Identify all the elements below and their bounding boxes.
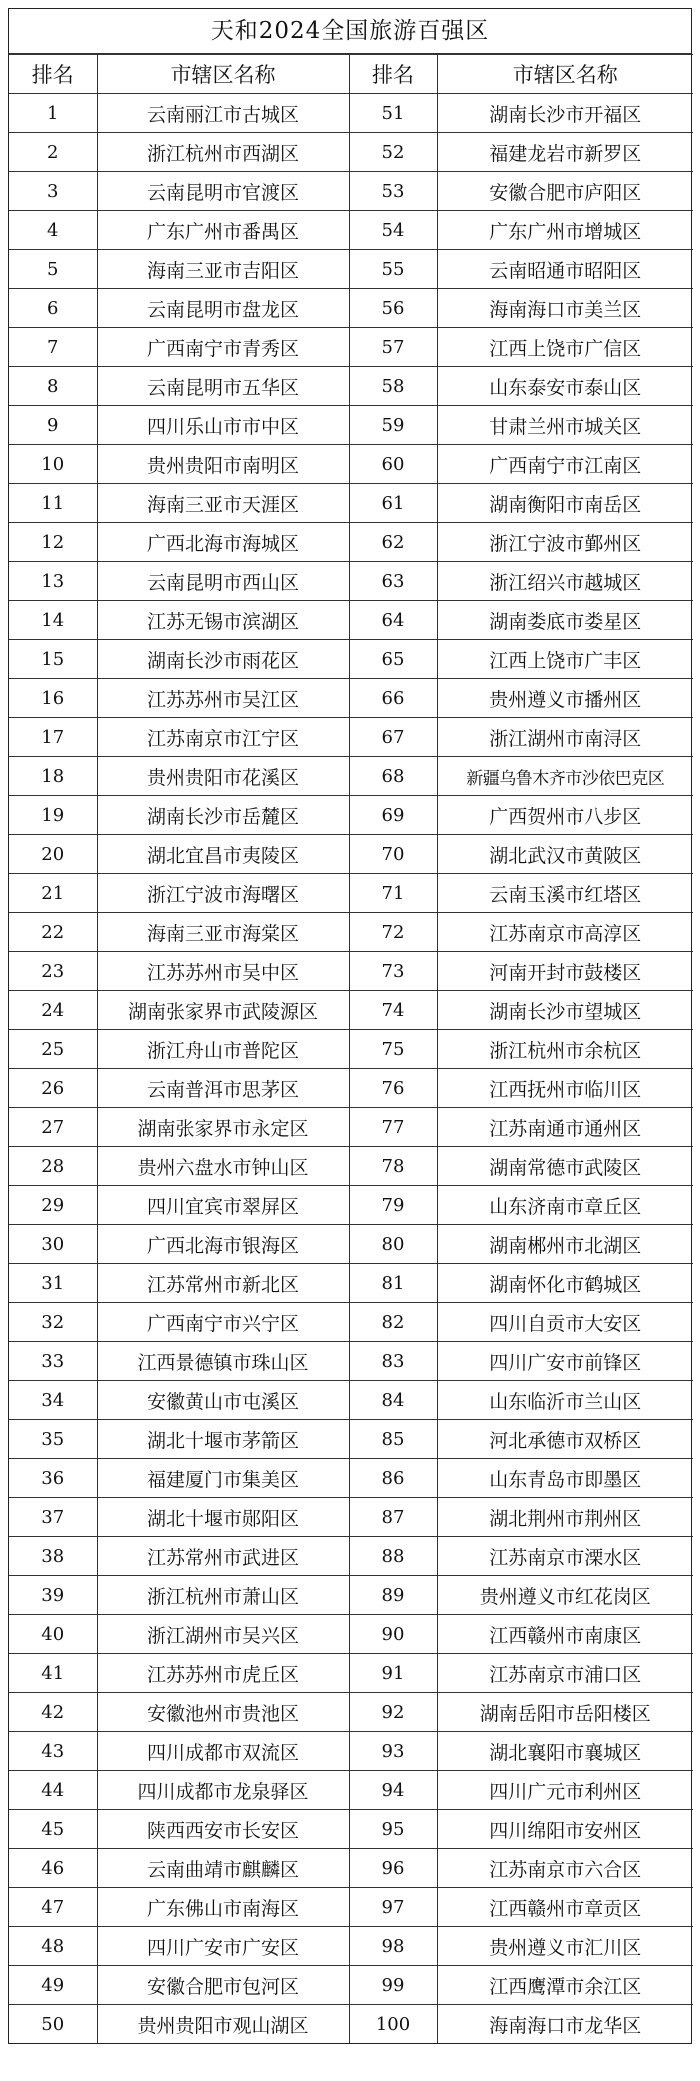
rank-cell: 46 [9, 1849, 97, 1888]
header-row [9, 55, 693, 94]
table-row [9, 1030, 693, 1069]
rank-cell: 21 [9, 874, 97, 913]
table-row [9, 1693, 693, 1732]
table-row [9, 1303, 693, 1342]
rank-cell: 86 [349, 1459, 437, 1498]
district-name-cell: 浙江宁波市鄞州区 [437, 523, 693, 562]
district-name-cell: 湖南郴州市北湖区 [437, 1225, 693, 1264]
table-row [9, 1264, 693, 1303]
rank-cell: 2 [9, 133, 97, 172]
table-row [9, 94, 693, 133]
rank-cell: 74 [349, 991, 437, 1030]
district-name-cell: 湖南长沙市岳麓区 [97, 796, 349, 835]
district-name-cell: 湖北襄阳市襄城区 [437, 1732, 693, 1771]
rank-cell: 4 [9, 211, 97, 250]
district-name-cell: 浙江绍兴市越城区 [437, 562, 693, 601]
district-name-cell: 江苏南京市六合区 [437, 1849, 693, 1888]
table-row [9, 1927, 693, 1966]
district-name-cell: 四川自贡市大安区 [437, 1303, 693, 1342]
rank-cell: 87 [349, 1498, 437, 1537]
district-name-cell: 云南昆明市西山区 [97, 562, 349, 601]
district-name-cell: 湖南娄底市娄星区 [437, 601, 693, 640]
district-name-cell: 海南海口市龙华区 [437, 2005, 693, 2044]
district-name-cell: 河北承德市双桥区 [437, 1420, 693, 1459]
district-name-cell: 广西南宁市青秀区 [97, 328, 349, 367]
rank-cell: 12 [9, 523, 97, 562]
table-row [9, 835, 693, 874]
table-row [9, 1498, 693, 1537]
rank-cell: 11 [9, 484, 97, 523]
district-name-cell: 湖南张家界市永定区 [97, 1108, 349, 1147]
district-name-cell: 江西鹰潭市余江区 [437, 1966, 693, 2005]
rank-cell: 60 [349, 445, 437, 484]
rank-cell: 57 [349, 328, 437, 367]
district-name-cell: 湖南怀化市鹤城区 [437, 1264, 693, 1303]
district-name-cell: 江苏常州市新北区 [97, 1264, 349, 1303]
district-name-cell: 贵州贵阳市观山湖区 [97, 2005, 349, 2044]
district-name-cell: 江苏苏州市吴江区 [97, 679, 349, 718]
district-name-cell: 浙江舟山市普陀区 [97, 1030, 349, 1069]
rank-cell: 44 [9, 1771, 97, 1810]
rank-cell: 92 [349, 1693, 437, 1732]
district-name-cell: 四川成都市双流区 [97, 1732, 349, 1771]
rank-cell: 83 [349, 1342, 437, 1381]
district-name-cell: 安徽合肥市包河区 [97, 1966, 349, 2005]
district-name-cell: 江苏无锡市滨湖区 [97, 601, 349, 640]
district-name-cell: 贵州遵义市汇川区 [437, 1927, 693, 1966]
district-name-cell: 湖南常德市武陵区 [437, 1147, 693, 1186]
rank-cell: 35 [9, 1420, 97, 1459]
district-name-cell: 广西北海市银海区 [97, 1225, 349, 1264]
rank-cell: 20 [9, 835, 97, 874]
rank-cell: 58 [349, 367, 437, 406]
table-row [9, 952, 693, 991]
table-row [9, 1108, 693, 1147]
rank-cell: 7 [9, 328, 97, 367]
rank-cell: 42 [9, 1693, 97, 1732]
table-row [9, 1342, 693, 1381]
rank-cell: 32 [9, 1303, 97, 1342]
district-name-cell: 海南三亚市海棠区 [97, 913, 349, 952]
district-name-cell: 浙江杭州市萧山区 [97, 1576, 349, 1615]
rank-cell: 71 [349, 874, 437, 913]
rank-cell: 91 [349, 1654, 437, 1693]
district-name-cell: 云南昭通市昭阳区 [437, 250, 693, 289]
rank-cell: 96 [349, 1849, 437, 1888]
district-name-cell: 江西赣州市章贡区 [437, 1888, 693, 1927]
rank-cell: 40 [9, 1615, 97, 1654]
table-row [9, 1537, 693, 1576]
rank-cell: 77 [349, 1108, 437, 1147]
rank-cell: 51 [349, 94, 437, 133]
table-row [9, 1615, 693, 1654]
rank-cell: 99 [349, 1966, 437, 2005]
district-name-cell: 湖南长沙市开福区 [437, 94, 693, 133]
table-row [9, 1771, 693, 1810]
table-row [9, 523, 693, 562]
rank-cell: 56 [349, 289, 437, 328]
table-body [9, 94, 693, 2044]
district-name-cell: 江西景德镇市珠山区 [97, 1342, 349, 1381]
rank-cell: 28 [9, 1147, 97, 1186]
district-name-cell: 湖南长沙市雨花区 [97, 640, 349, 679]
district-name-cell: 江苏南通市通州区 [437, 1108, 693, 1147]
table-row [9, 640, 693, 679]
rank-cell: 78 [349, 1147, 437, 1186]
district-name-cell: 四川乐山市市中区 [97, 406, 349, 445]
district-name-cell: 四川宜宾市翠屏区 [97, 1186, 349, 1225]
district-name-cell: 甘肃兰州市城关区 [437, 406, 693, 445]
district-name-cell: 贵州贵阳市花溪区 [97, 757, 349, 796]
district-name-cell: 安徽合肥市庐阳区 [437, 172, 693, 211]
table-row [9, 913, 693, 952]
district-name-cell: 贵州六盘水市钟山区 [97, 1147, 349, 1186]
rank-cell: 79 [349, 1186, 437, 1225]
table-row [9, 2005, 693, 2044]
district-name-cell: 云南丽江市古城区 [97, 94, 349, 133]
district-name-cell: 四川绵阳市安州区 [437, 1810, 693, 1849]
table-row [9, 1225, 693, 1264]
district-name-cell: 山东泰安市泰山区 [437, 367, 693, 406]
rank-cell: 3 [9, 172, 97, 211]
rank-cell: 16 [9, 679, 97, 718]
rank-cell: 41 [9, 1654, 97, 1693]
district-name-cell: 山东济南市章丘区 [437, 1186, 693, 1225]
table-row [9, 1966, 693, 2005]
district-name-cell: 广西南宁市兴宁区 [97, 1303, 349, 1342]
district-name-cell: 湖北十堰市郧阳区 [97, 1498, 349, 1537]
district-name-cell: 新疆乌鲁木齐市沙依巴克区 [437, 757, 693, 796]
rank-cell: 94 [349, 1771, 437, 1810]
district-name-cell: 江苏南京市高淳区 [437, 913, 693, 952]
district-name-cell: 安徽池州市贵池区 [97, 1693, 349, 1732]
district-name-cell: 贵州贵阳市南明区 [97, 445, 349, 484]
rank-cell: 73 [349, 952, 437, 991]
table-row [9, 1381, 693, 1420]
rank-cell: 43 [9, 1732, 97, 1771]
rank-cell: 80 [349, 1225, 437, 1264]
rank-cell: 29 [9, 1186, 97, 1225]
district-name-cell: 福建厦门市集美区 [97, 1459, 349, 1498]
rank-cell: 97 [349, 1888, 437, 1927]
district-name-cell: 浙江杭州市余杭区 [437, 1030, 693, 1069]
table-row [9, 1849, 693, 1888]
header-rank-left: 排名 [9, 55, 97, 94]
table-row [9, 172, 693, 211]
district-name-cell: 浙江湖州市南浔区 [437, 718, 693, 757]
rank-cell: 5 [9, 250, 97, 289]
rank-cell: 48 [9, 1927, 97, 1966]
district-name-cell: 湖南张家界市武陵源区 [97, 991, 349, 1030]
district-name-cell: 四川广安市前锋区 [437, 1342, 693, 1381]
rank-cell: 25 [9, 1030, 97, 1069]
header-name-left: 市辖区名称 [97, 55, 349, 94]
table-row [9, 1186, 693, 1225]
rank-cell: 13 [9, 562, 97, 601]
table-row [9, 1147, 693, 1186]
rank-cell: 26 [9, 1069, 97, 1108]
table-row [9, 445, 693, 484]
rank-cell: 75 [349, 1030, 437, 1069]
district-name-cell: 广西贺州市八步区 [437, 796, 693, 835]
rank-cell: 68 [349, 757, 437, 796]
rank-cell: 88 [349, 1537, 437, 1576]
header-rank-right: 排名 [349, 55, 437, 94]
district-name-cell: 江苏苏州市虎丘区 [97, 1654, 349, 1693]
district-name-cell: 云南昆明市五华区 [97, 367, 349, 406]
table-row [9, 1459, 693, 1498]
rank-cell: 82 [349, 1303, 437, 1342]
district-name-cell: 云南昆明市盘龙区 [97, 289, 349, 328]
rank-cell: 18 [9, 757, 97, 796]
table-row [9, 562, 693, 601]
table-row [9, 1888, 693, 1927]
rank-cell: 52 [349, 133, 437, 172]
rank-cell: 53 [349, 172, 437, 211]
rank-cell: 38 [9, 1537, 97, 1576]
district-name-cell: 湖北武汉市黄陂区 [437, 835, 693, 874]
district-name-cell: 广西北海市海城区 [97, 523, 349, 562]
rank-cell: 84 [349, 1381, 437, 1420]
rank-cell: 15 [9, 640, 97, 679]
district-name-cell: 江苏南京市浦口区 [437, 1654, 693, 1693]
rank-cell: 85 [349, 1420, 437, 1459]
rank-cell: 98 [349, 1927, 437, 1966]
table-row [9, 250, 693, 289]
table-row [9, 679, 693, 718]
ranking-table-sheet [8, 8, 692, 2044]
district-name-cell: 安徽黄山市屯溪区 [97, 1381, 349, 1420]
table-row [9, 757, 693, 796]
rank-cell: 23 [9, 952, 97, 991]
table-row [9, 601, 693, 640]
district-name-cell: 湖南长沙市望城区 [437, 991, 693, 1030]
district-name-cell: 浙江湖州市吴兴区 [97, 1615, 349, 1654]
district-name-cell: 四川广安市广安区 [97, 1927, 349, 1966]
district-name-cell: 湖南衡阳市南岳区 [437, 484, 693, 523]
rank-cell: 17 [9, 718, 97, 757]
rank-cell: 72 [349, 913, 437, 952]
district-name-cell: 云南普洱市思茅区 [97, 1069, 349, 1108]
table-row [9, 1654, 693, 1693]
rank-cell: 45 [9, 1810, 97, 1849]
rank-cell: 63 [349, 562, 437, 601]
district-name-cell: 海南三亚市吉阳区 [97, 250, 349, 289]
district-name-cell: 海南海口市美兰区 [437, 289, 693, 328]
table-row [9, 1810, 693, 1849]
rank-cell: 8 [9, 367, 97, 406]
rank-cell: 81 [349, 1264, 437, 1303]
rank-cell: 39 [9, 1576, 97, 1615]
table-row [9, 328, 693, 367]
rank-cell: 55 [349, 250, 437, 289]
table-title: 天和2024全国旅游百强区 [9, 9, 691, 54]
rank-cell: 54 [349, 211, 437, 250]
rank-cell: 47 [9, 1888, 97, 1927]
table-row [9, 133, 693, 172]
district-name-cell: 山东青岛市即墨区 [437, 1459, 693, 1498]
rank-cell: 89 [349, 1576, 437, 1615]
district-name-cell: 江苏南京市溧水区 [437, 1537, 693, 1576]
ranking-table [9, 54, 693, 2043]
rank-cell: 33 [9, 1342, 97, 1381]
district-name-cell: 江苏常州市武进区 [97, 1537, 349, 1576]
district-name-cell: 四川成都市龙泉驿区 [97, 1771, 349, 1810]
table-row [9, 1069, 693, 1108]
district-name-cell: 广东广州市增城区 [437, 211, 693, 250]
district-name-cell: 江苏南京市江宁区 [97, 718, 349, 757]
rank-cell: 31 [9, 1264, 97, 1303]
table-row [9, 874, 693, 913]
rank-cell: 10 [9, 445, 97, 484]
district-name-cell: 陕西西安市长安区 [97, 1810, 349, 1849]
rank-cell: 59 [349, 406, 437, 445]
rank-cell: 61 [349, 484, 437, 523]
rank-cell: 76 [349, 1069, 437, 1108]
district-name-cell: 湖北十堰市茅箭区 [97, 1420, 349, 1459]
table-row [9, 289, 693, 328]
district-name-cell: 湖南岳阳市岳阳楼区 [437, 1693, 693, 1732]
district-name-cell: 湖北宜昌市夷陵区 [97, 835, 349, 874]
table-row [9, 484, 693, 523]
district-name-cell: 云南昆明市官渡区 [97, 172, 349, 211]
rank-cell: 65 [349, 640, 437, 679]
rank-cell: 22 [9, 913, 97, 952]
rank-cell: 95 [349, 1810, 437, 1849]
district-name-cell: 江西抚州市临川区 [437, 1069, 693, 1108]
table-row [9, 1576, 693, 1615]
rank-cell: 37 [9, 1498, 97, 1537]
district-name-cell: 云南曲靖市麒麟区 [97, 1849, 349, 1888]
table-row [9, 991, 693, 1030]
rank-cell: 14 [9, 601, 97, 640]
district-name-cell: 海南三亚市天涯区 [97, 484, 349, 523]
table-row [9, 1732, 693, 1771]
rank-cell: 1 [9, 94, 97, 133]
district-name-cell: 贵州遵义市红花岗区 [437, 1576, 693, 1615]
rank-cell: 64 [349, 601, 437, 640]
rank-cell: 90 [349, 1615, 437, 1654]
rank-cell: 34 [9, 1381, 97, 1420]
district-name-cell: 贵州遵义市播州区 [437, 679, 693, 718]
header-name-right: 市辖区名称 [437, 55, 693, 94]
table-row [9, 406, 693, 445]
district-name-cell: 广东佛山市南海区 [97, 1888, 349, 1927]
district-name-cell: 浙江杭州市西湖区 [97, 133, 349, 172]
district-name-cell: 江西上饶市广丰区 [437, 640, 693, 679]
table-row [9, 796, 693, 835]
district-name-cell: 云南玉溪市红塔区 [437, 874, 693, 913]
rank-cell: 24 [9, 991, 97, 1030]
rank-cell: 70 [349, 835, 437, 874]
district-name-cell: 四川广元市利州区 [437, 1771, 693, 1810]
rank-cell: 27 [9, 1108, 97, 1147]
table-row [9, 211, 693, 250]
rank-cell: 69 [349, 796, 437, 835]
rank-cell: 6 [9, 289, 97, 328]
rank-cell: 93 [349, 1732, 437, 1771]
district-name-cell: 江西赣州市南康区 [437, 1615, 693, 1654]
rank-cell: 50 [9, 2005, 97, 2044]
rank-cell: 9 [9, 406, 97, 445]
rank-cell: 49 [9, 1966, 97, 2005]
district-name-cell: 湖北荆州市荆州区 [437, 1498, 693, 1537]
rank-cell: 67 [349, 718, 437, 757]
rank-cell: 100 [349, 2005, 437, 2044]
rank-cell: 62 [349, 523, 437, 562]
rank-cell: 66 [349, 679, 437, 718]
district-name-cell: 江苏苏州市吴中区 [97, 952, 349, 991]
district-name-cell: 广西南宁市江南区 [437, 445, 693, 484]
rank-cell: 19 [9, 796, 97, 835]
district-name-cell: 广东广州市番禺区 [97, 211, 349, 250]
table-row [9, 718, 693, 757]
district-name-cell: 山东临沂市兰山区 [437, 1381, 693, 1420]
rank-cell: 30 [9, 1225, 97, 1264]
district-name-cell: 河南开封市鼓楼区 [437, 952, 693, 991]
table-row [9, 367, 693, 406]
district-name-cell: 福建龙岩市新罗区 [437, 133, 693, 172]
rank-cell: 36 [9, 1459, 97, 1498]
district-name-cell: 浙江宁波市海曙区 [97, 874, 349, 913]
district-name-cell: 江西上饶市广信区 [437, 328, 693, 367]
table-row [9, 1420, 693, 1459]
